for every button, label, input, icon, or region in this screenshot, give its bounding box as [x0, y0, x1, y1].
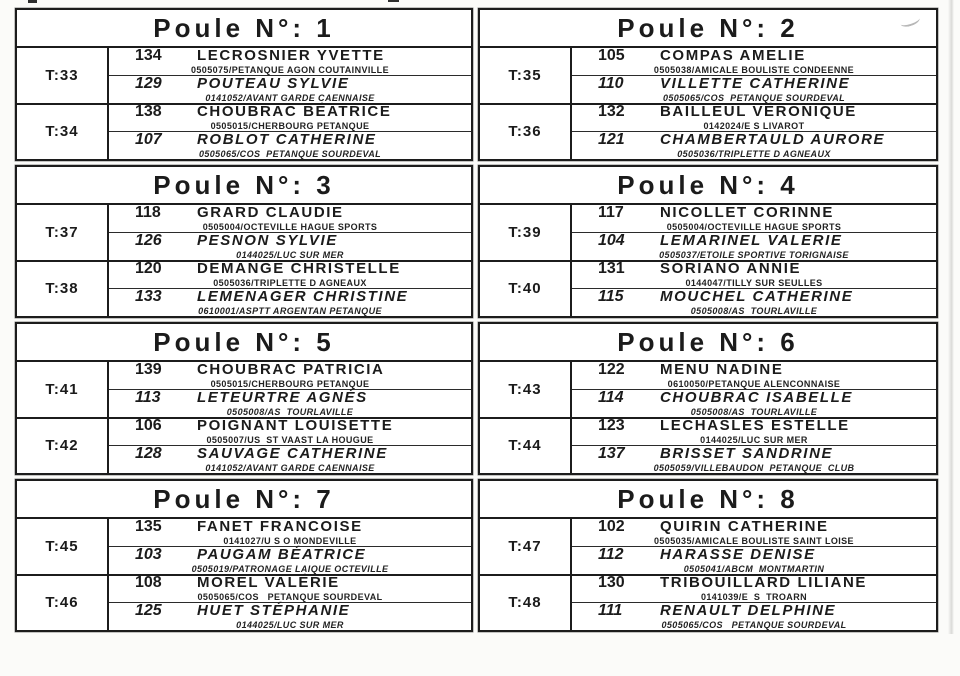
player-number: 103 — [135, 545, 162, 563]
pool-title: Poule N°: 4 — [617, 169, 799, 200]
player-club: 0610050/PETANQUE ALENCONNAISE — [667, 378, 841, 389]
player-club: 0144025/LUC SUR MER — [236, 620, 344, 631]
player-row — [109, 289, 471, 316]
terrain-group — [480, 262, 936, 317]
player-name-line — [572, 390, 936, 405]
player-row — [109, 419, 471, 447]
players-cell — [572, 519, 936, 574]
players-cell — [572, 576, 936, 631]
player-name: BRISSET SANDRINE — [660, 445, 834, 463]
player-name: BAILLEUL VÉRONIQUE — [660, 103, 857, 121]
player-club: 0505008/AS TOURLAVILLE — [690, 406, 818, 417]
player-name: CHOUBRAC ISABELLE — [660, 388, 854, 406]
player-name: LECHASLES ESTELLE — [660, 417, 850, 435]
player-club: 0505036/TRIPLETTE D AGNEAUX — [677, 149, 831, 160]
terrain-group — [17, 262, 471, 317]
player-name: COMPAS AMELIE — [660, 46, 806, 64]
player-row — [572, 233, 936, 260]
terrain-group — [17, 48, 471, 105]
player-name-line — [572, 261, 936, 276]
player-name-line — [109, 390, 471, 405]
player-number: 128 — [135, 445, 162, 463]
terrain-label: T:42 — [45, 437, 79, 455]
terrain-cell — [17, 362, 109, 417]
player-number: 105 — [598, 46, 625, 64]
pool-title: Poule N°: 5 — [153, 326, 335, 357]
player-club: 0142024/E S LIVAROT — [703, 121, 805, 132]
player-name-line — [109, 289, 471, 304]
terrain-group — [17, 519, 471, 576]
player-row — [572, 48, 936, 76]
terrain-label: T:46 — [45, 594, 79, 612]
player-row — [109, 132, 471, 159]
pool-title: Poule N°: 1 — [153, 12, 335, 43]
player-name: NICOLLET CORINNE — [660, 203, 834, 221]
player-name-line — [109, 48, 471, 63]
player-name: POUTEAU SYLVIE — [197, 74, 350, 92]
player-name-line — [572, 418, 936, 433]
player-club: 0141052/AVANT GARDE CAENNAISE — [205, 92, 375, 103]
players-cell — [109, 519, 471, 574]
player-row — [572, 289, 936, 316]
player-number: 120 — [135, 260, 162, 278]
terrain-cell — [480, 262, 572, 317]
player-name: FANET FRANCOISE — [197, 517, 363, 535]
terrain-label: T:41 — [45, 380, 79, 398]
terrain-group — [17, 576, 471, 631]
player-name-line — [572, 76, 936, 91]
player-row — [572, 105, 936, 133]
player-name: HARASSE DENISE — [660, 545, 816, 563]
player-number: 138 — [135, 103, 162, 121]
player-name-line — [572, 362, 936, 377]
terrain-cell — [17, 48, 109, 103]
player-name: LEMENAGER CHRISTINE — [197, 288, 409, 306]
player-name: RENAULT DELPHINE — [660, 602, 837, 620]
player-row — [109, 446, 471, 473]
player-name-line — [572, 603, 936, 618]
pool-header — [480, 324, 936, 362]
player-name: POIGNANT LOUISETTE — [197, 417, 394, 435]
terrain-cell — [17, 262, 109, 317]
player-name: VILLETTE CATHERINE — [660, 74, 851, 92]
player-club: 0505004/OCTEVILLE HAGUE SPORTS — [202, 221, 378, 232]
player-name-line — [109, 418, 471, 433]
player-club: 0505059/VILLEBAUDON PETANQUE CLUB — [653, 463, 855, 474]
player-name-line — [109, 261, 471, 276]
pool-table — [478, 8, 938, 161]
players-cell — [109, 205, 471, 260]
player-row — [572, 603, 936, 630]
terrain-label: T:39 — [508, 223, 542, 241]
player-number: 129 — [135, 74, 162, 92]
pool-body — [480, 362, 936, 473]
player-name: SAUVAGE CATHERINE — [197, 445, 388, 463]
player-number: 131 — [598, 260, 625, 278]
player-club: 0505008/AS TOURLAVILLE — [690, 306, 818, 317]
pool-title: Poule N°: 3 — [153, 169, 335, 200]
player-number: 113 — [135, 388, 161, 406]
player-club: 0505019/PATRONAGE LAIQUE OCTEVILLE — [191, 563, 389, 574]
pool-header — [480, 10, 936, 48]
player-club: 0505065/COS PETANQUE SOURDEVAL — [198, 149, 382, 160]
players-cell — [109, 576, 471, 631]
player-name-line — [109, 76, 471, 91]
players-cell — [572, 205, 936, 260]
terrain-cell — [480, 205, 572, 260]
player-number: 117 — [598, 203, 624, 221]
pool-body — [17, 362, 471, 473]
pool-table — [15, 479, 473, 632]
pool-table — [15, 322, 473, 475]
terrain-label: T:40 — [508, 280, 542, 298]
player-name: LECROSNIER YVETTE — [197, 46, 385, 64]
player-club: 0144025/LUC SUR MER — [700, 435, 808, 446]
player-row — [109, 576, 471, 604]
terrain-cell — [17, 519, 109, 574]
terrain-label: T:37 — [45, 223, 79, 241]
player-name-line — [572, 233, 936, 248]
player-number: 112 — [598, 545, 624, 563]
player-number: 104 — [598, 231, 625, 249]
player-name: QUIRIN CATHERINE — [660, 517, 829, 535]
player-number: 123 — [598, 417, 625, 435]
pool-header — [17, 481, 471, 519]
player-row — [572, 205, 936, 233]
player-name-line — [109, 132, 471, 147]
scan-artifact — [388, 0, 399, 2]
player-row — [109, 48, 471, 76]
player-row — [572, 390, 936, 417]
player-club: 0505075/PETANQUE AGON COUTAINVILLE — [191, 64, 389, 75]
player-club: 0505065/COS PETANQUE SOURDEVAL — [661, 620, 847, 631]
player-name: DEMANGE CHRISTELLE — [197, 260, 401, 278]
player-number: 110 — [598, 74, 624, 92]
player-club: 0144025/LUC SUR MER — [236, 249, 344, 260]
player-number: 137 — [598, 445, 625, 463]
player-row — [109, 362, 471, 390]
terrain-cell — [480, 519, 572, 574]
player-number: 115 — [598, 288, 624, 306]
pool-table — [478, 165, 938, 318]
terrain-group — [17, 205, 471, 262]
player-club: 0141027/U S O MONDEVILLE — [223, 535, 357, 546]
player-club: 0141039/E S TROARN — [700, 592, 808, 603]
terrain-cell — [17, 576, 109, 631]
player-row — [109, 233, 471, 260]
terrain-label: T:35 — [508, 66, 542, 84]
players-cell — [572, 262, 936, 317]
player-number: 122 — [598, 360, 625, 378]
player-row — [109, 262, 471, 290]
terrain-label: T:47 — [508, 537, 542, 555]
player-club: 0505015/CHERBOURG PETANQUE — [210, 121, 370, 132]
player-number: 114 — [598, 388, 624, 406]
terrain-group — [480, 205, 936, 262]
players-cell — [109, 262, 471, 317]
players-cell — [109, 419, 471, 474]
player-row — [572, 76, 936, 103]
terrain-group — [480, 362, 936, 419]
player-number: 133 — [135, 288, 162, 306]
player-number: 108 — [135, 574, 162, 592]
terrain-label: T:45 — [45, 537, 79, 555]
pool-table — [478, 479, 938, 632]
player-club: 0505038/AMICALE BOULISTE CONDEENNE — [653, 64, 855, 75]
player-name: ROBLOT CATHERINE — [197, 131, 377, 149]
player-row — [109, 76, 471, 103]
pool-body — [480, 519, 936, 630]
player-club: 0505007/US ST VAAST LA HOUGUE — [206, 435, 374, 446]
player-club: 0505015/CHERBOURG PETANQUE — [210, 378, 370, 389]
terrain-cell — [17, 205, 109, 260]
pool-body — [17, 205, 471, 316]
players-cell — [109, 105, 471, 160]
player-club: 0141052/AVANT GARDE CAENNAISE — [205, 463, 375, 474]
player-row — [109, 547, 471, 574]
terrain-label: T:43 — [508, 380, 542, 398]
player-name-line — [572, 547, 936, 562]
player-name: MOUCHEL CATHERINE — [660, 288, 854, 306]
player-club: 0505037/ETOILE SPORTIVE TORIGNAISE — [659, 249, 849, 260]
player-name: PAUGAM BÉATRICE — [197, 545, 367, 563]
player-name: LEMARINEL VALERIE — [660, 231, 843, 249]
player-number: 111 — [598, 602, 623, 620]
player-name-line — [572, 575, 936, 590]
terrain-label: T:34 — [45, 123, 79, 141]
players-cell — [572, 105, 936, 160]
pool-body — [17, 48, 471, 159]
player-name: SORIANO ANNIE — [660, 260, 802, 278]
player-row — [109, 603, 471, 630]
pool-table — [15, 165, 473, 318]
player-number: 118 — [135, 203, 161, 221]
player-name: GRARD CLAUDIE — [197, 203, 344, 221]
player-row — [572, 132, 936, 159]
player-row — [572, 362, 936, 390]
pool-table — [478, 322, 938, 475]
pool-header — [17, 167, 471, 205]
player-name-line — [109, 519, 471, 534]
player-number: 126 — [135, 231, 162, 249]
player-row — [572, 576, 936, 604]
page-edge-shadow — [948, 0, 954, 634]
player-name-line — [572, 205, 936, 220]
player-club: 0505065/COS PETANQUE SOURDEVAL — [197, 592, 383, 603]
terrain-group — [17, 419, 471, 474]
player-row — [109, 519, 471, 547]
pool-header — [17, 324, 471, 362]
player-club: 0505035/AMICALE BOULISTE SAINT LOISE — [654, 535, 854, 546]
player-name-line — [572, 519, 936, 534]
player-row — [572, 262, 936, 290]
player-row — [572, 446, 936, 473]
player-name-line — [109, 603, 471, 618]
players-cell — [109, 48, 471, 103]
terrain-cell — [480, 105, 572, 160]
pool-title: Poule N°: 2 — [617, 12, 799, 43]
terrain-label: T:33 — [45, 66, 79, 84]
player-name-line — [109, 205, 471, 220]
terrain-cell — [17, 105, 109, 160]
player-row — [109, 390, 471, 417]
player-number: 125 — [135, 602, 162, 620]
terrain-group — [480, 105, 936, 160]
player-name: MOREL VALÉRIE — [197, 574, 340, 592]
player-name: LETEURTRE AGNÉS — [197, 388, 368, 406]
pool-body — [480, 48, 936, 159]
player-name-line — [109, 362, 471, 377]
player-name-line — [109, 547, 471, 562]
scan-artifact — [28, 0, 37, 3]
terrain-group — [480, 576, 936, 631]
players-cell — [572, 362, 936, 417]
player-name: CHOUBRAC PATRICIA — [197, 360, 385, 378]
players-cell — [572, 419, 936, 474]
terrain-group — [17, 362, 471, 419]
player-name-line — [109, 104, 471, 119]
player-row — [572, 519, 936, 547]
player-club: 0144047/TILLY SUR SEULLES — [685, 278, 823, 289]
player-name: MENU NADINE — [660, 360, 784, 378]
player-name-line — [572, 104, 936, 119]
player-number: 130 — [598, 574, 625, 592]
player-name-line — [109, 575, 471, 590]
player-club: 0505008/AS TOURLAVILLE — [226, 406, 354, 417]
player-number: 134 — [135, 46, 162, 64]
player-number: 132 — [598, 103, 625, 121]
player-row — [572, 547, 936, 574]
player-name: CHAMBERTAULD AURORE — [660, 131, 886, 149]
player-number: 106 — [135, 417, 162, 435]
pool-table — [15, 8, 473, 161]
terrain-group — [480, 419, 936, 474]
player-name-line — [109, 233, 471, 248]
pool-header — [17, 10, 471, 48]
player-number: 107 — [135, 131, 162, 149]
terrain-label: T:48 — [508, 594, 542, 612]
pool-title: Poule N°: 6 — [617, 326, 799, 357]
player-name: PESNON SYLVIE — [197, 231, 338, 249]
player-number: 102 — [598, 517, 625, 535]
terrain-label: T:36 — [508, 123, 542, 141]
terrain-cell — [480, 362, 572, 417]
player-number: 121 — [598, 131, 625, 149]
pools-grid — [15, 8, 938, 632]
player-row — [572, 419, 936, 447]
player-row — [109, 105, 471, 133]
player-club: 0505036/TRIPLETTE D AGNEAUX — [213, 278, 367, 289]
pool-body — [480, 205, 936, 316]
pool-title: Poule N°: 8 — [617, 483, 799, 514]
player-club: 0505041/ABCM MONTMARTIN — [683, 563, 825, 574]
terrain-cell — [480, 576, 572, 631]
player-number: 139 — [135, 360, 162, 378]
player-name: HUET STÉPHANIE — [197, 602, 351, 620]
pool-title: Poule N°: 7 — [153, 483, 335, 514]
player-name: CHOUBRAC BÉATRICE — [197, 103, 392, 121]
terrain-cell — [17, 419, 109, 474]
terrain-group — [17, 105, 471, 160]
player-name-line — [572, 48, 936, 63]
terrain-group — [480, 519, 936, 576]
player-club: 0505065/COS PETANQUE SOURDEVAL — [662, 92, 846, 103]
players-cell — [572, 48, 936, 103]
player-club: 0610001/ASPTT ARGENTAN PETANQUE — [198, 306, 382, 317]
player-row — [109, 205, 471, 233]
terrain-cell — [480, 48, 572, 103]
terrain-label: T:44 — [508, 437, 542, 455]
pool-header — [480, 167, 936, 205]
players-cell — [109, 362, 471, 417]
player-club: 0505004/OCTEVILLE HAGUE SPORTS — [666, 221, 842, 232]
terrain-group — [480, 48, 936, 105]
player-number: 135 — [135, 517, 162, 535]
player-name: TRIBOUILLARD LILIANE — [660, 574, 867, 592]
player-name-line — [572, 132, 936, 147]
terrain-label: T:38 — [45, 280, 79, 298]
pool-body — [17, 519, 471, 630]
player-name-line — [572, 289, 936, 304]
terrain-cell — [480, 419, 572, 474]
pool-header — [480, 481, 936, 519]
player-name-line — [572, 446, 936, 461]
player-name-line — [109, 446, 471, 461]
